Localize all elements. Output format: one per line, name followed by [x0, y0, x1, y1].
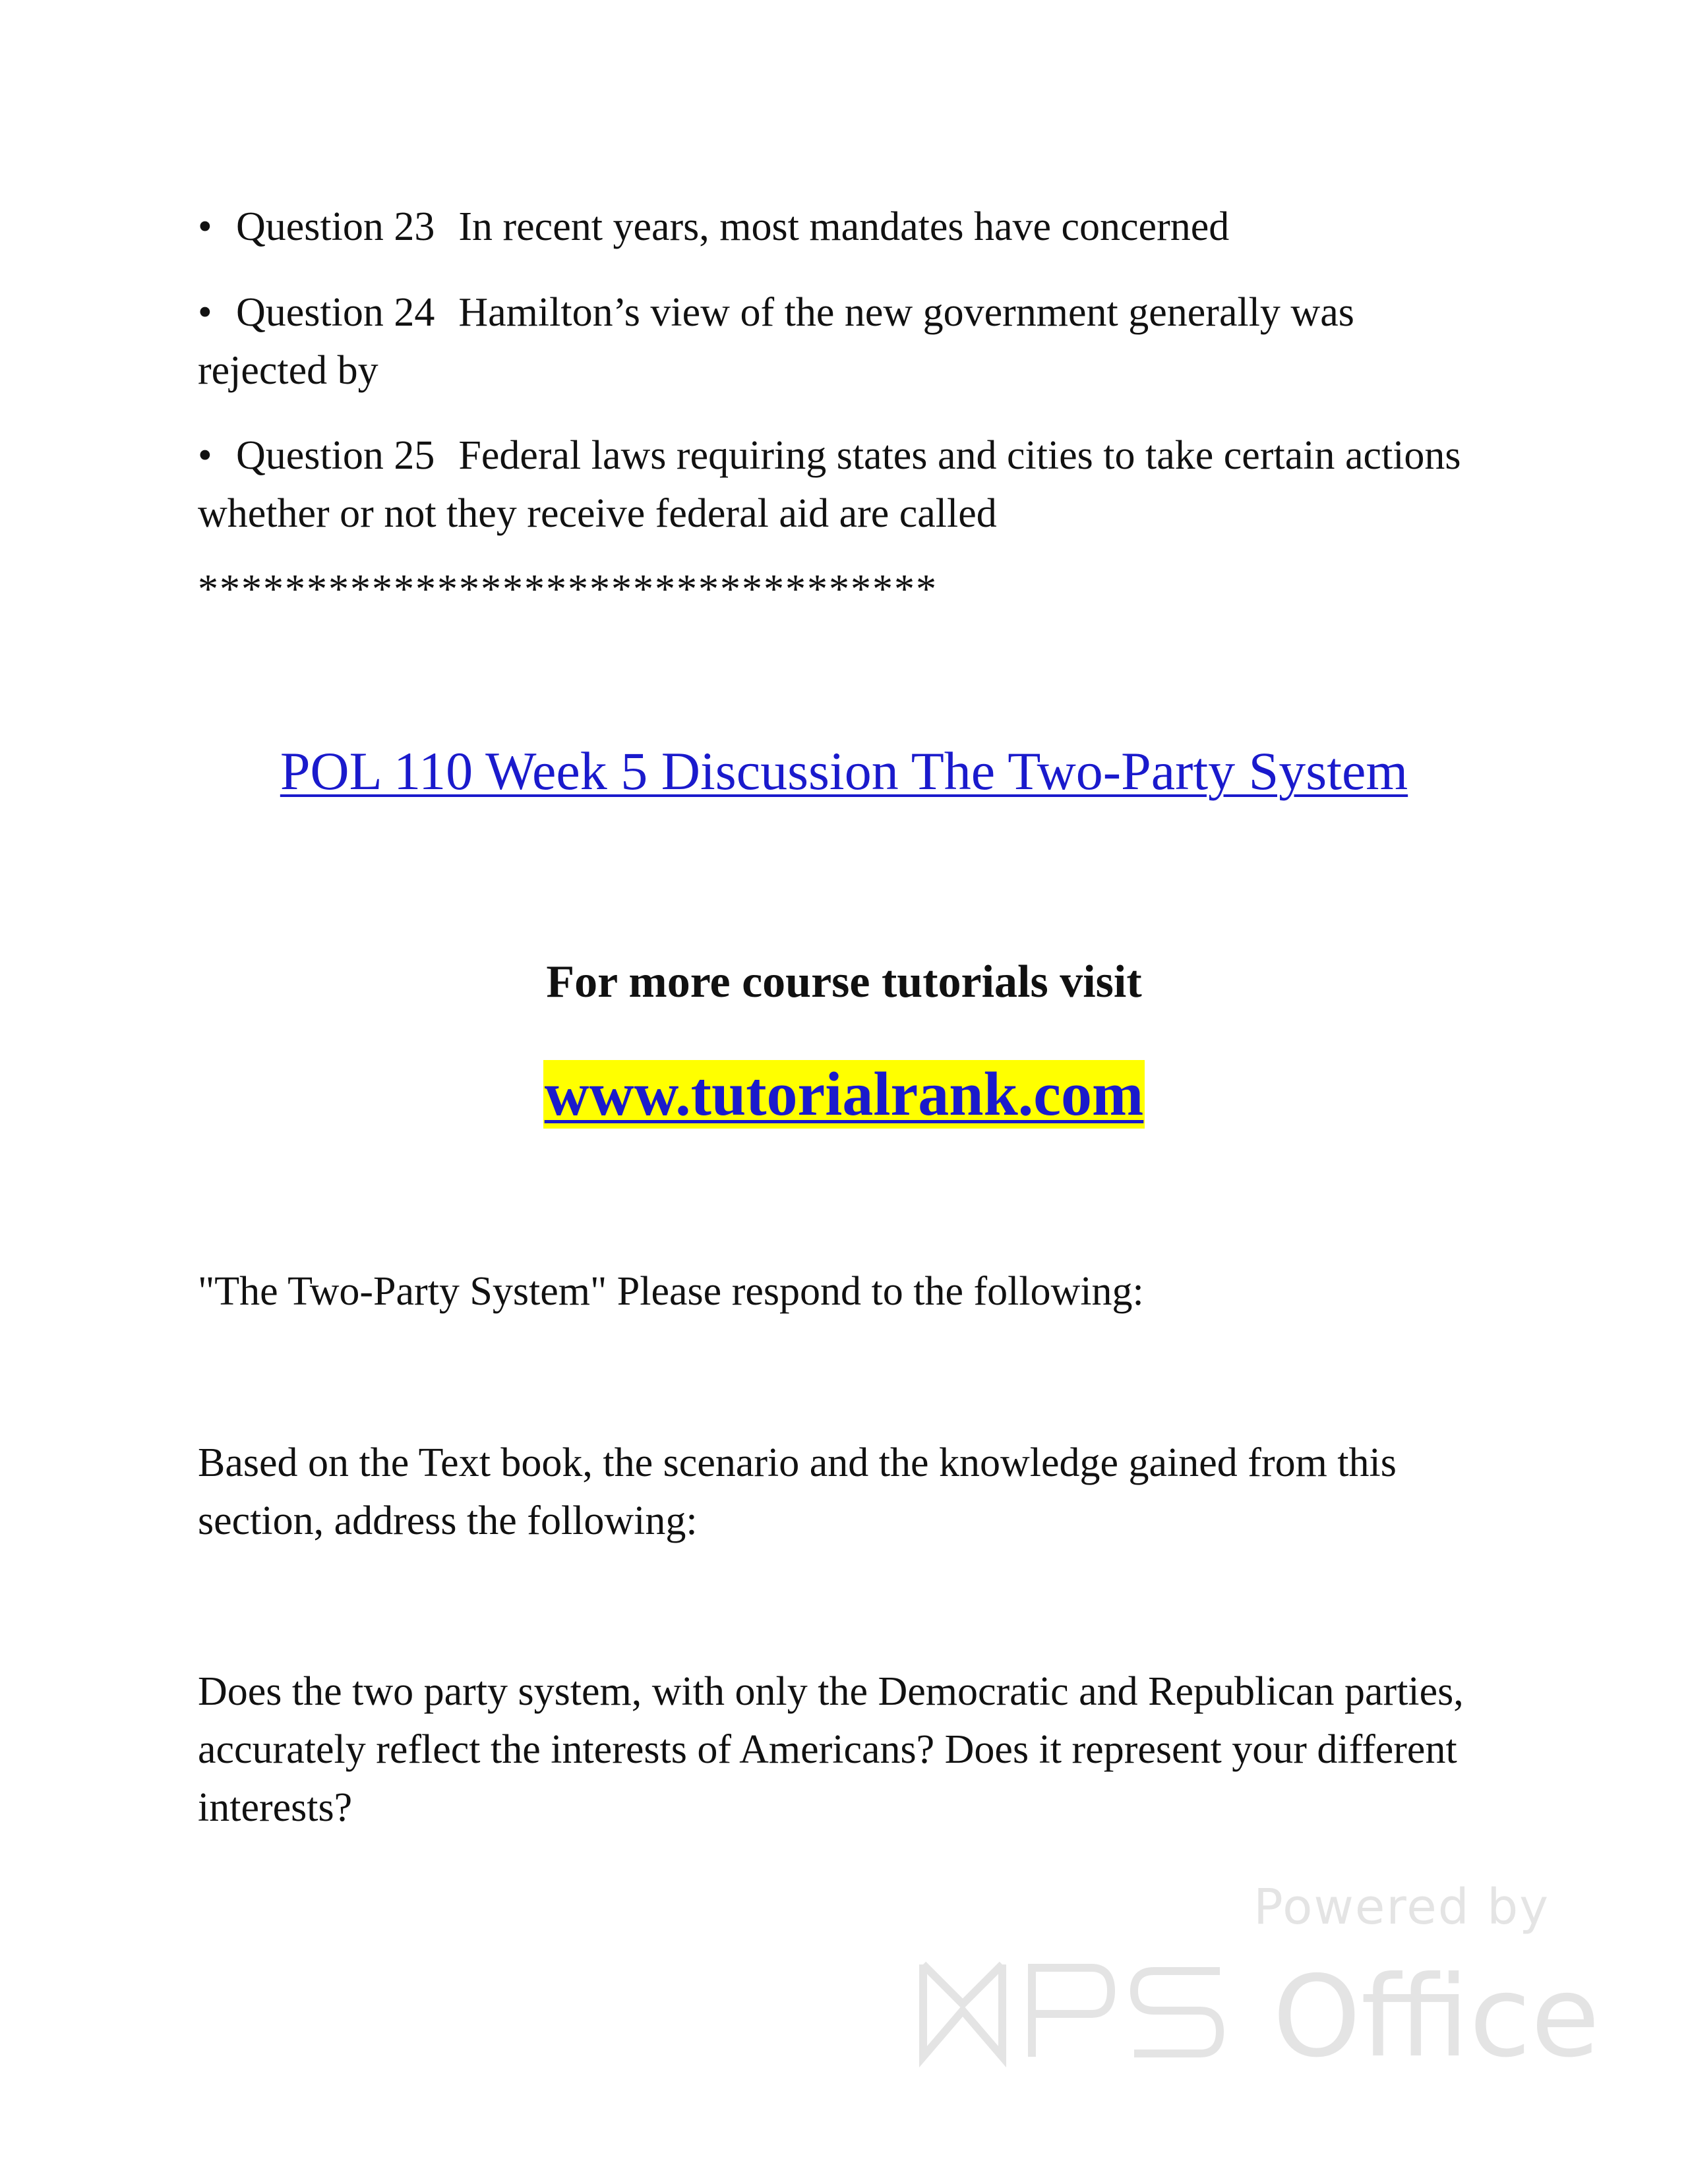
question-text: Federal laws requiring states and cities to take certain actions whether or not they receive federal aid are called: [198, 433, 1461, 536]
instruction-paragraph: Based on the Text book, the scenario and the knowledge gained from this section, address the following:: [198, 1440, 1397, 1543]
question-text: In recent years, most mandates have concerned: [458, 204, 1230, 249]
bullet-icon: •: [198, 204, 212, 249]
question-paragraph: Does the two party system, with only the Democratic and Republican parties, accurately reflect the interests of Americans? Does it represent your different interests?: [198, 1669, 1464, 1830]
svg-text:Office: Office: [1273, 1952, 1600, 2082]
bullet-icon: •: [198, 433, 212, 478]
wps-office-logo-icon: [917, 1952, 1600, 2082]
question-label: Question 24: [236, 290, 435, 335]
intro-paragraph: "The Two-Party System" Please respond to the following:: [198, 1269, 1144, 1314]
site-link[interactable]: www.tutorialrank.com: [544, 1060, 1144, 1129]
question-text: Hamilton’s view of the new government generally was rejected by: [198, 290, 1354, 393]
discussion-title: [0, 738, 1688, 804]
question-label: Question 25: [236, 433, 435, 478]
watermark-powered-text: Powered by: [1253, 1879, 1550, 1935]
separator-stars: **********************************: [198, 567, 938, 612]
question-23: [198, 198, 1490, 256]
bullet-icon: •: [198, 290, 212, 335]
wps-watermark: [917, 1879, 1600, 2082]
site-url: [0, 1058, 1688, 1131]
question-24: [198, 283, 1490, 399]
question-label: Question 23: [236, 204, 435, 249]
question-25: [198, 427, 1490, 543]
visit-heading: For more course tutorials visit: [546, 957, 1142, 1007]
discussion-link[interactable]: POL 110 Week 5 Discussion The Two-Party System: [280, 741, 1408, 801]
